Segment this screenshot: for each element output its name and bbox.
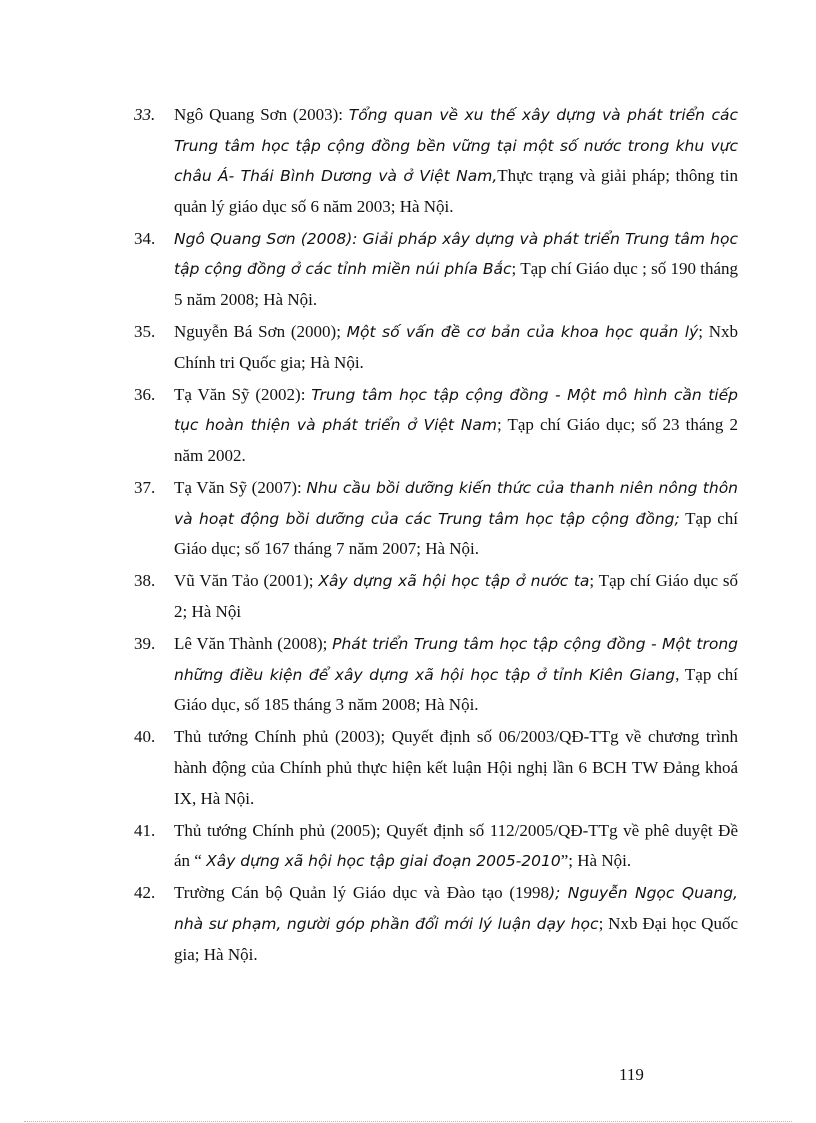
page-number: 119: [619, 1065, 644, 1084]
reference-number: 37.: [134, 478, 156, 498]
reference-text: [174, 224, 738, 316]
reference-number: 33.: [134, 105, 156, 124]
reference-author: Trường Cán bộ Quản lý Giáo dục và Đào tạo (1998: [174, 883, 550, 903]
reference-title: Tổng quan về xu thế xây dựng và phát triển các Trung tâm học tập cộng đồng bền vững tại một số nước trong khu vực châu Á- Thái Bình Dương và ở Việt Nam,: [174, 106, 738, 186]
reference-number: 35.: [134, 322, 156, 342]
reference-text: [174, 566, 738, 627]
reference-title: Xây dựng xã hội học tập giai đoạn 2005-2010: [206, 852, 561, 871]
reference-text: [174, 100, 738, 222]
reference-number: 36.: [134, 384, 156, 404]
reference-title: ); Nguyễn Ngọc Quang, nhà sư phạm, người góp phần đổi mới lý luận dạy học: [174, 884, 738, 933]
reference-source: , Tạp chí Giáo dục, số 185 tháng 3 năm 2008; Hà Nội.: [174, 664, 738, 715]
reference-text: [174, 722, 738, 814]
reference-text: [174, 380, 738, 472]
reference-title: Trung tâm học tập cộng đồng - Một mô hình cần tiếp tục hoàn thiện và phát triển ở Việt Nam: [174, 385, 738, 435]
reference-42: [134, 878, 738, 970]
reference-number: 40.: [134, 727, 156, 747]
reference-35: [134, 317, 738, 378]
reference-source: ; Tạp chí Giáo dục ; số 190 tháng 5 năm 2008; Hà Nội.: [174, 259, 739, 310]
reference-title: Phát triển Trung tâm học tập cộng đồng - Một trong những điều kiện để xây dựng xã hội học tập ở tỉnh Kiên Giang: [174, 635, 738, 684]
reference-author: Ngô Quang Sơn (2003):: [174, 105, 349, 124]
reference-37: [134, 473, 738, 565]
reference-source: Thực trạng và giải pháp; thông tin quản lý giáo dục số 6 năm 2003; Hà Nội.: [174, 166, 738, 216]
reference-title: Ngô Quang Sơn (2008): Giải pháp xây dựng và phát triển Trung tâm học tập cộng đồng ở các tỉnh miền núi phía Bắc: [174, 229, 738, 279]
reference-33: [134, 100, 738, 222]
reference-text: [174, 816, 738, 877]
reference-author: Nguyễn Bá Sơn (2000);: [174, 322, 347, 342]
reference-number: 42.: [134, 883, 156, 903]
reference-source: Thủ tướng Chính phủ (2003); Quyết định số 06/2003/QĐ-TTg về chương trình hành động của Chính phủ thực hiện kết luận Hội nghị lần 6 BCH TW Đảng khoá IX, Hà Nội.: [174, 727, 738, 808]
reference-text: [174, 473, 738, 565]
reference-number: 34.: [134, 228, 156, 248]
reference-source: ; Tạp chí Giáo dục số 2; Hà Nội: [174, 571, 738, 621]
reference-source: ; Nxb Chính tri Quốc gia; Hà Nội.: [174, 322, 739, 372]
reference-list: [134, 100, 738, 972]
reference-source: ; Tạp chí Giáo dục; số 23 tháng 2 năm 2002.: [174, 415, 739, 466]
reference-author: Thủ tướng Chính phủ (2005); Quyết định số 112/2005/QĐ-TTg về phê duyệt Đề án “: [174, 820, 738, 871]
reference-38: [134, 566, 738, 627]
reference-source: Tạp chí Giáo dục; số 167 tháng 7 năm 2007; Hà Nội.: [174, 508, 738, 559]
reference-text: [174, 878, 738, 970]
reference-39: [134, 629, 738, 721]
reference-author: Vũ Văn Tảo (2001);: [174, 571, 319, 591]
reference-number: 41.: [134, 820, 156, 840]
reference-41: [134, 816, 738, 877]
reference-source: ”; Hà Nội.: [560, 851, 632, 871]
reference-source: ; Nxb Đại học Quốc gia; Hà Nội.: [174, 913, 738, 964]
reference-number: 38.: [134, 571, 156, 591]
reference-number: 39.: [134, 634, 156, 654]
reference-title: Một số vấn đề cơ bản của khoa học quản lý: [346, 323, 699, 342]
reference-author: Lê Văn Thành (2008);: [174, 634, 333, 654]
reference-author: Tạ Văn Sỹ (2007):: [174, 478, 307, 498]
page-bottom-divider: [24, 1121, 792, 1122]
reference-36: [134, 380, 738, 472]
reference-title: Nhu cầu bồi dưỡng kiến thức của thanh niên nông thôn và hoạt động bồi dưỡng của các Trung tâm học tập cộng đồng;: [174, 479, 738, 528]
reference-text: [174, 629, 738, 721]
reference-34: [134, 224, 738, 316]
reference-text: [174, 317, 738, 378]
reference-title: Xây dựng xã hội học tập ở nước ta: [318, 572, 590, 591]
reference-author: Tạ Văn Sỹ (2002):: [174, 384, 312, 404]
reference-40: [134, 722, 738, 814]
